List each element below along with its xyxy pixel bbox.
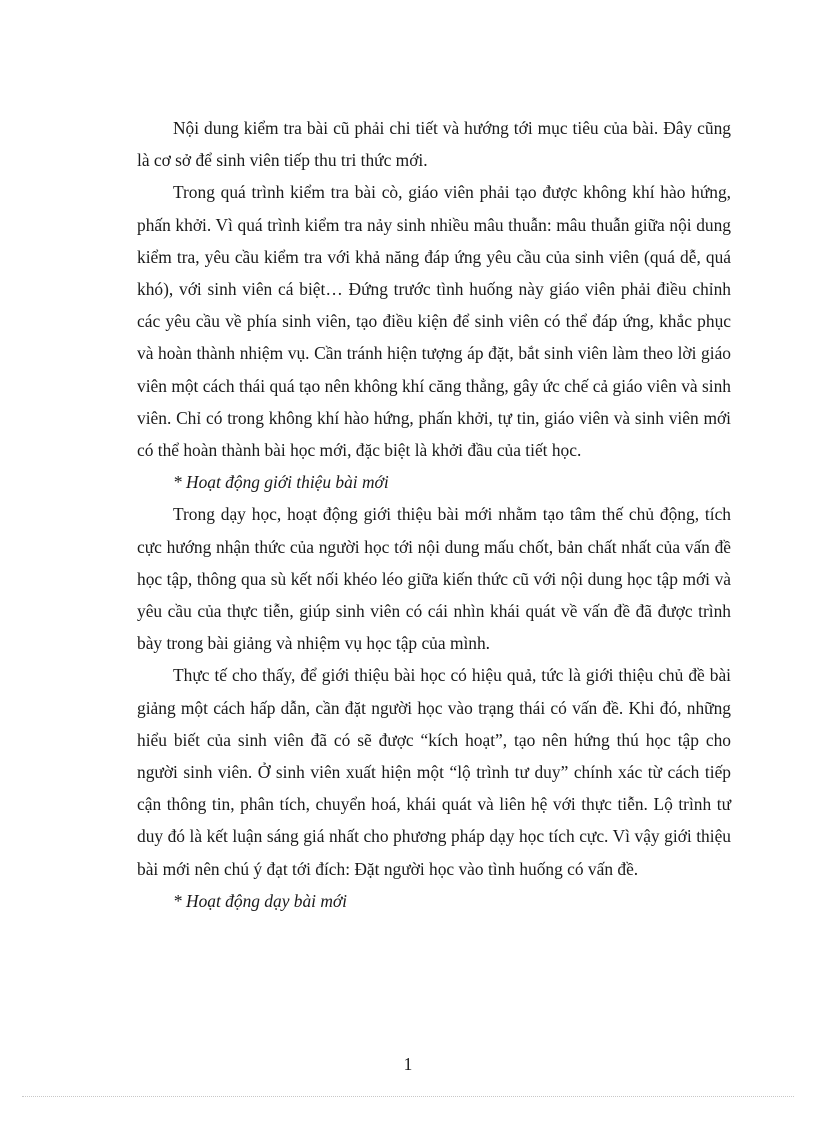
paragraph-introduce-purpose: Trong dạy học, hoạt động giới thiệu bài mới nhằm tạo tâm thế chủ động, tích cực hướng nhận thức của người học tới nội dung mấu chốt, bản chất nhất của vấn đề học tập, thông qua sù kết nối khéo léo giữa kiến thức cũ với nội dung học tập mới và yêu cầu của thực tiễn, giúp sinh viên có cái nhìn khái quát về vấn đề đã được trình bày trong bài giảng và nhiệm vụ học tập của mình. [137,504,731,654]
footer-divider [22,1096,794,1097]
section-heading-introduce-lesson: * Hoạt động giới thiệu bài mới [173,472,389,493]
document-body [137,112,731,917]
paragraph-review-content: Nội dung kiểm tra bài cũ phải chi tiết và hướng tới mục tiêu của bài. Đây cũng là cơ sở để sinh viên tiếp thu tri thức mới. [137,118,731,171]
page-number: 1 [403,1054,413,1074]
paragraph-review-atmosphere: Trong quá trình kiểm tra bài cò, giáo viên phải tạo được không khí hào hứng, phấn khởi. Vì quá trình kiểm tra nảy sinh nhiều mâu thuẫn: mâu thuẫn giữa nội dung kiểm tra, yêu cầu kiểm tra với khả năng đáp ứng yêu cầu của sinh viên (quá dễ, quá khó), với sinh viên cá biệt… Đứng trước tình huống này giáo viên phải điều chỉnh các yêu cầu về phía sinh viên, tạo điều kiện để sinh viên có thể đáp ứng, khắc phục và hoàn thành nhiệm vụ. Cần tránh hiện tượng áp đặt, bắt sinh viên làm theo lời giáo viên một cách thái quá tạo nên không khí căng thẳng, gây ức chế cả giáo viên và sinh viên. Chỉ có trong không khí hào hứng, phấn khởi, tự tin, giáo viên và sinh viên mới có thể hoàn thành bài học mới, đặc biệt là khởi đầu của tiết học. [137,182,731,461]
paragraph-introduce-effective: Thực tế cho thấy, để giới thiệu bài học có hiệu quả, tức là giới thiệu chủ đề bài giảng một cách hấp dẫn, cần đặt người học vào trạng thái có vấn đề. Khi đó, những hiểu biết của sinh viên đã có sẽ được “kích hoạt”, tạo nên hứng thú học tập cho người sinh viên. Ở sinh viên xuất hiện một “lộ trình tư duy” chính xác từ cách tiếp cận thông tin, phân tích, chuyển hoá, khái quát và liên hệ với thực tiễn. Lộ trình tư duy đó là kết luận sáng giá nhất cho phương pháp dạy học tích cực. Vì vậy giới thiệu bài mới nên chú ý đạt tới đích: Đặt người học vào tình huống có vấn đề. [137,665,731,879]
section-heading-teach-lesson: * Hoạt động dạy bài mới [173,890,347,911]
